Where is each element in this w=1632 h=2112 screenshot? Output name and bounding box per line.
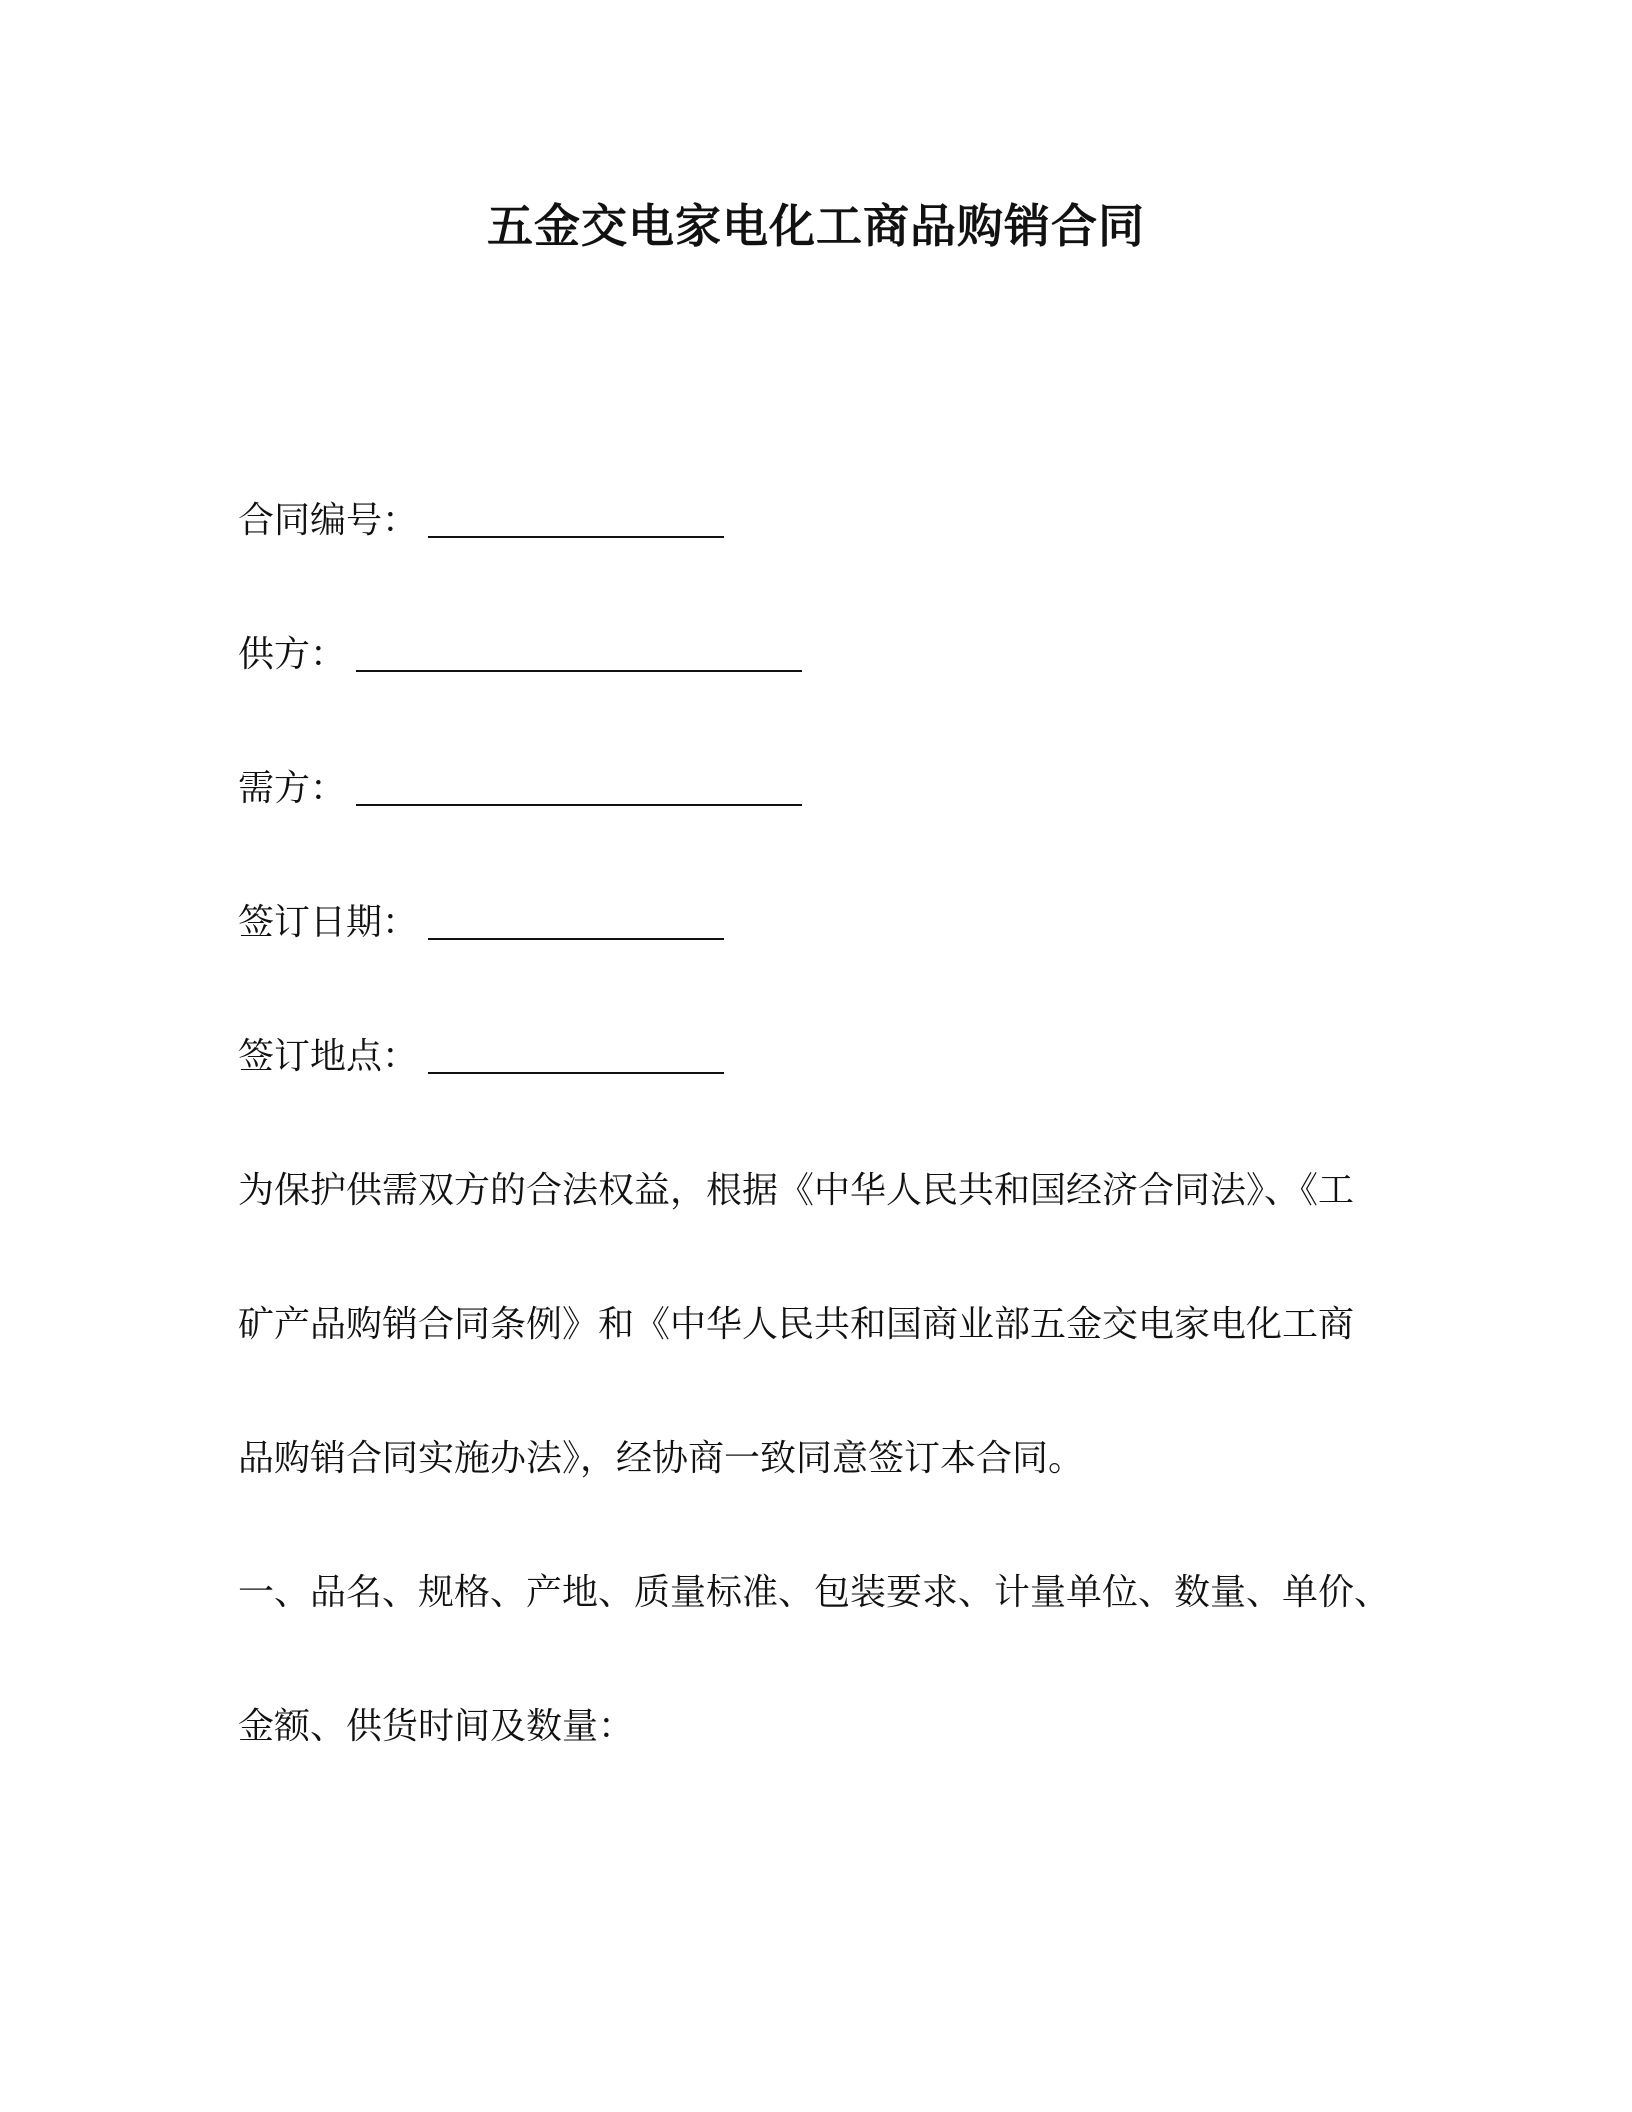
sign-date-field <box>238 898 724 948</box>
clause-1-line-2: 金额、供货时间及数量： <box>238 1706 635 1747</box>
sign-place-label: 签订地点： <box>238 1036 419 1077</box>
supplier-label: 供方： <box>238 634 347 675</box>
buyer-field <box>238 764 802 814</box>
preamble-line-2: 矿产品购销合同条例》和《中华人民共和国商业部五金交电家电化工商 <box>238 1304 1355 1345</box>
sign-date-label: 签订日期： <box>238 902 419 943</box>
buyer-label: 需方： <box>238 768 347 809</box>
supplier-field <box>238 630 802 680</box>
contract-number-blank[interactable] <box>428 500 724 538</box>
sign-date-blank[interactable] <box>428 902 724 940</box>
sign-place-blank[interactable] <box>428 1036 724 1074</box>
supplier-blank[interactable] <box>356 634 802 672</box>
buyer-blank[interactable] <box>356 768 802 806</box>
clause-1-line-1: 一、品名、规格、产地、质量标准、包装要求、计量单位、数量、单价、 <box>238 1572 1391 1613</box>
contract-number-field <box>238 496 724 546</box>
document-title: 五金交电家电化工商品购销合同 <box>487 199 1145 253</box>
contract-number-label: 合同编号： <box>238 500 419 541</box>
preamble-line-3: 品购销合同实施办法》，经协商一致同意签订本合同。 <box>238 1438 1085 1479</box>
preamble-line-1: 为保护供需双方的合法权益，根据《中华人民共和国经济合同法》、《工 <box>238 1170 1355 1211</box>
sign-place-field <box>238 1032 724 1082</box>
